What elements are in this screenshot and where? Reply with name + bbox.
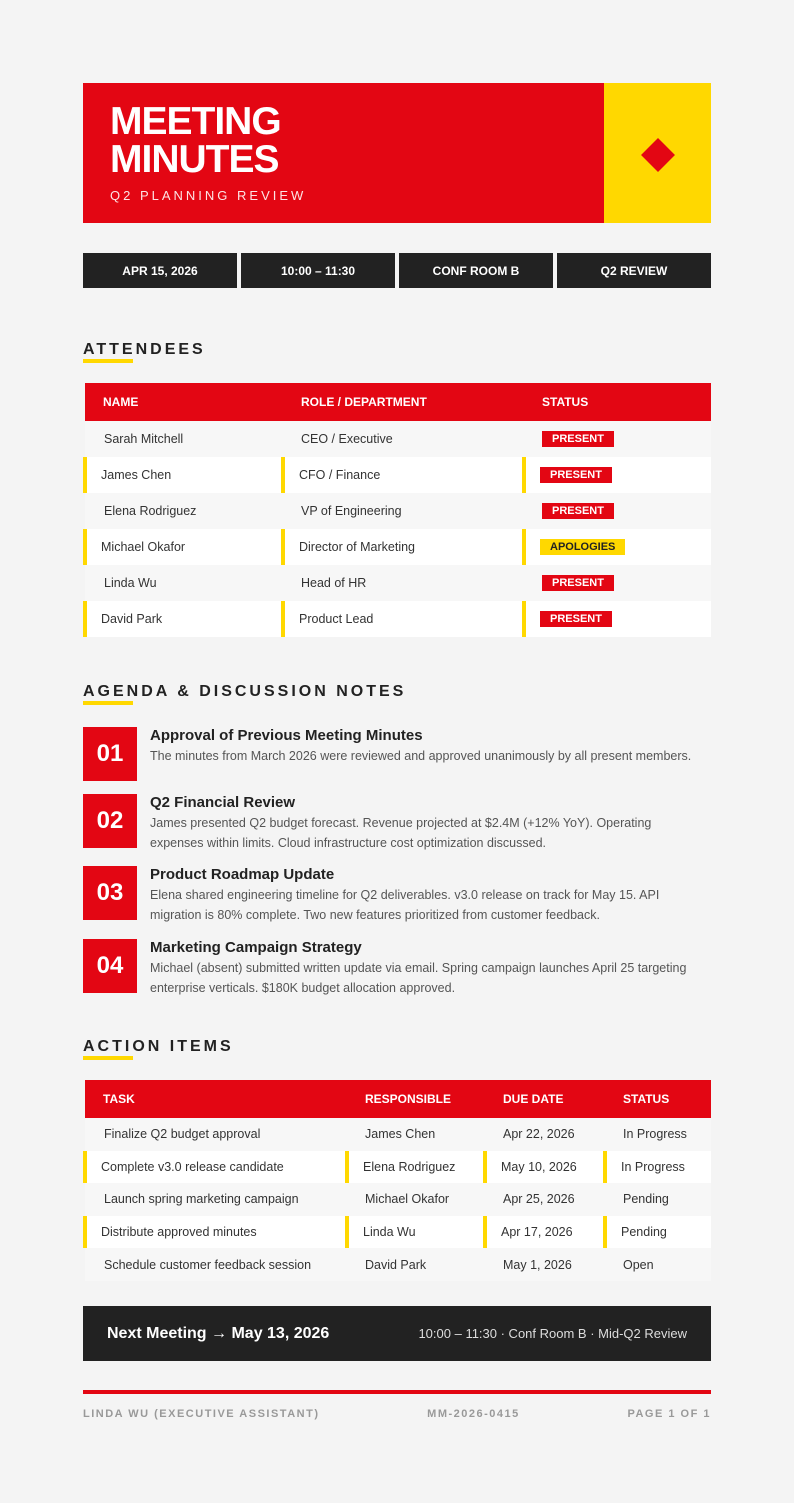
attendee-role: CFO / Finance bbox=[283, 457, 524, 493]
page-subtitle: Q2 PLANNING REVIEW bbox=[110, 188, 307, 203]
action-task: Finalize Q2 budget approval bbox=[104, 1127, 261, 1142]
meta-location: CONF ROOM B bbox=[399, 253, 553, 288]
diamond-icon bbox=[641, 138, 675, 172]
attendee-status-cell bbox=[524, 457, 711, 493]
status-badge: PRESENT bbox=[542, 503, 614, 519]
table-row bbox=[85, 565, 711, 601]
column-header: STATUS bbox=[623, 1092, 670, 1106]
action-responsible: Linda Wu bbox=[347, 1216, 485, 1249]
footer bbox=[83, 1408, 711, 1420]
action-status: Open bbox=[623, 1257, 654, 1272]
column-header: RESPONSIBLE bbox=[365, 1092, 452, 1106]
agenda-content bbox=[150, 939, 705, 998]
table-row bbox=[85, 601, 711, 637]
table-row bbox=[85, 1183, 711, 1216]
agenda-number: 01 bbox=[83, 727, 137, 781]
agenda-title: Marketing Campaign Strategy bbox=[150, 939, 362, 956]
attendee-name: Linda Wu bbox=[104, 576, 157, 590]
action-task: Schedule customer feedback session bbox=[104, 1257, 312, 1272]
attendee-status-cell bbox=[524, 565, 711, 601]
attendees-heading: ATTENDEES bbox=[83, 341, 206, 358]
header-accent-block bbox=[604, 83, 711, 223]
attendee-status-cell bbox=[524, 529, 711, 565]
table-row bbox=[85, 1216, 711, 1249]
attendee-role: Product Lead bbox=[283, 601, 524, 637]
action-items-heading: ACTION ITEMS bbox=[83, 1038, 234, 1055]
header-banner bbox=[83, 83, 711, 223]
attendee-role: VP of Engineering bbox=[301, 504, 402, 518]
agenda-content bbox=[150, 866, 705, 925]
attendee-name: Sarah Mitchell bbox=[104, 432, 184, 446]
agenda-notes: James presented Q2 budget forecast. Revenue projected at $2.4M (+12% YoY). Operating expenses within limits. Cloud infrastructure cost optimization discussed. bbox=[150, 816, 652, 850]
attendee-role: Head of HR bbox=[301, 576, 367, 590]
status-badge: PRESENT bbox=[542, 575, 614, 591]
next-meeting-details: 10:00 – 11:30 · Conf Room B · Mid-Q2 Review bbox=[418, 1326, 687, 1341]
attendee-status-cell bbox=[524, 493, 711, 529]
meeting-meta-bar bbox=[83, 253, 711, 288]
column-header: NAME bbox=[103, 395, 139, 409]
status-badge: PRESENT bbox=[540, 611, 612, 627]
next-meeting-bar bbox=[83, 1306, 711, 1361]
attendee-name: David Park bbox=[85, 601, 283, 637]
column-header: ROLE / DEPARTMENT bbox=[301, 395, 427, 409]
table-row bbox=[85, 1118, 711, 1151]
column-header: STATUS bbox=[542, 395, 589, 409]
table-header-row bbox=[85, 383, 711, 421]
attendee-role: Director of Marketing bbox=[283, 529, 524, 565]
action-task: Complete v3.0 release candidate bbox=[85, 1151, 347, 1184]
action-status: In Progress bbox=[623, 1127, 687, 1142]
footer-page-number: PAGE 1 OF 1 bbox=[627, 1408, 711, 1420]
attendee-name: Michael Okafor bbox=[85, 529, 283, 565]
footer-author: LINDA WU (EXECUTIVE ASSISTANT) bbox=[83, 1408, 320, 1420]
agenda-notes: Elena shared engineering timeline for Q2 deliverables. v3.0 release on track for May 15. API migration is 80% complete. Two new features prioritized from customer feedback. bbox=[150, 888, 660, 922]
action-task: Launch spring marketing campaign bbox=[104, 1192, 299, 1207]
table-row bbox=[85, 421, 711, 457]
action-due-date: Apr 17, 2026 bbox=[485, 1216, 605, 1249]
status-badge: APOLOGIES bbox=[540, 539, 625, 555]
action-due-date: Apr 25, 2026 bbox=[503, 1192, 575, 1207]
column-header: DUE DATE bbox=[503, 1092, 564, 1106]
action-responsible: David Park bbox=[365, 1257, 427, 1272]
action-due-date: May 1, 2026 bbox=[503, 1257, 572, 1272]
agenda-title: Approval of Previous Meeting Minutes bbox=[150, 727, 423, 744]
attendee-name: Elena Rodriguez bbox=[104, 504, 197, 518]
status-badge: PRESENT bbox=[542, 431, 614, 447]
table-row bbox=[85, 529, 711, 565]
attendee-name: James Chen bbox=[85, 457, 283, 493]
table-row bbox=[85, 1248, 711, 1281]
agenda-content bbox=[150, 794, 705, 853]
status-badge: PRESENT bbox=[540, 467, 612, 483]
action-task: Distribute approved minutes bbox=[85, 1216, 347, 1249]
agenda-notes: Michael (absent) submitted written update via email. Spring campaign launches April 25 targeting enterprise verticals. $180K budget allocation approved. bbox=[150, 961, 687, 995]
table-row bbox=[85, 457, 711, 493]
agenda-content bbox=[150, 727, 705, 766]
table-header-row bbox=[85, 1080, 711, 1118]
action-due-date: Apr 22, 2026 bbox=[503, 1127, 575, 1142]
action-responsible: James Chen bbox=[365, 1127, 436, 1142]
page-title: MEETING MINUTES bbox=[110, 100, 281, 181]
attendees-table bbox=[83, 383, 711, 637]
action-items-underline bbox=[83, 1056, 133, 1060]
agenda-number: 04 bbox=[83, 939, 137, 993]
agenda-title: Product Roadmap Update bbox=[150, 866, 335, 883]
agenda-number: 02 bbox=[83, 794, 137, 848]
meta-type: Q2 REVIEW bbox=[557, 253, 711, 288]
attendees-underline bbox=[83, 359, 133, 363]
agenda-title: Q2 Financial Review bbox=[150, 794, 296, 811]
meta-time: 10:00 – 11:30 bbox=[241, 253, 395, 288]
footer-reference: MM-2026-0415 bbox=[427, 1408, 520, 1420]
table-row bbox=[85, 493, 711, 529]
agenda-underline bbox=[83, 701, 133, 705]
agenda-notes: The minutes from March 2026 were reviewed and approved unanimously by all present members. bbox=[150, 749, 692, 763]
action-status: In Progress bbox=[605, 1151, 711, 1184]
agenda-heading: AGENDA & DISCUSSION NOTES bbox=[83, 683, 407, 700]
column-header: TASK bbox=[103, 1092, 135, 1106]
table-row bbox=[85, 1151, 711, 1184]
action-status: Pending bbox=[623, 1192, 669, 1207]
meta-date: APR 15, 2026 bbox=[83, 253, 237, 288]
next-meeting-label: Next Meeting → May 13, 2026 bbox=[107, 1324, 330, 1342]
attendee-status-cell bbox=[524, 421, 711, 457]
action-responsible: Elena Rodriguez bbox=[347, 1151, 485, 1184]
header-title-block bbox=[83, 83, 604, 223]
attendee-role: CEO / Executive bbox=[301, 432, 393, 446]
agenda-number: 03 bbox=[83, 866, 137, 920]
footer-divider bbox=[83, 1390, 711, 1394]
action-responsible: Michael Okafor bbox=[365, 1192, 450, 1207]
action-due-date: May 10, 2026 bbox=[485, 1151, 605, 1184]
action-items-table bbox=[83, 1080, 711, 1281]
attendee-status-cell bbox=[524, 601, 711, 637]
action-status: Pending bbox=[605, 1216, 711, 1249]
